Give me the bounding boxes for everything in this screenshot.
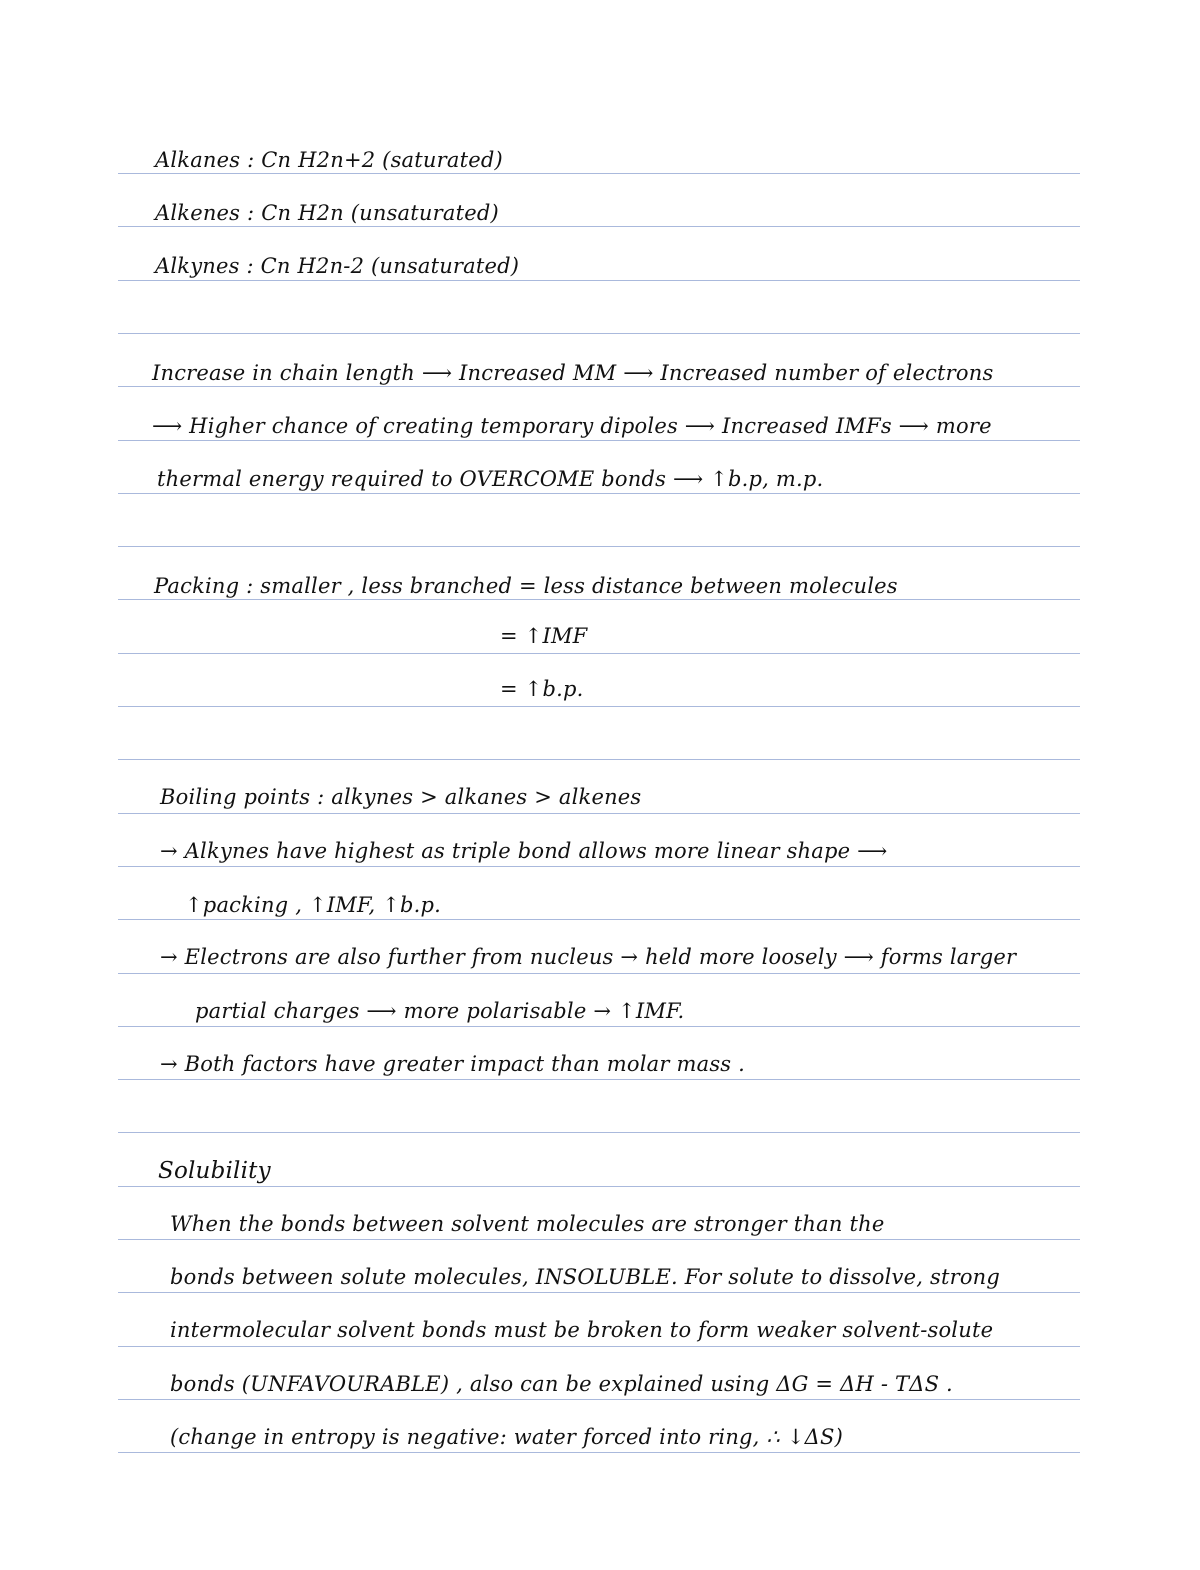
boiling-points-line-4: partial charges ⟶ more polarisable → ↑IMF. bbox=[195, 999, 685, 1023]
packing-line-2: = ↑IMF bbox=[500, 624, 588, 648]
boiling-points-line-1: → Alkynes have highest as triple bond allows more linear shape ⟶ bbox=[160, 839, 888, 863]
packing-line-1: Packing : smaller , less branched = less distance between molecules bbox=[154, 574, 898, 598]
solubility-line-3: intermolecular solvent bonds must be broken to form weaker solvent-solute bbox=[170, 1318, 994, 1342]
boiling-points-line-3: → Electrons are also further from nucleus → held more loosely ⟶ forms larger bbox=[160, 945, 1017, 969]
chain-length-line-3: thermal energy required to OVERCOME bonds ⟶ ↑b.p, m.p. bbox=[157, 467, 824, 491]
boiling-points-heading: Boiling points : alkynes > alkanes > alkenes bbox=[160, 785, 642, 809]
boiling-points-line-2: ↑packing , ↑IMF, ↑b.p. bbox=[185, 893, 442, 917]
boiling-points-line-5: → Both factors have greater impact than molar mass . bbox=[160, 1052, 746, 1076]
solubility-heading: Solubility bbox=[158, 1158, 271, 1184]
solubility-line-4: bonds (UNFAVOURABLE) , also can be explained using ΔG = ΔH - TΔS . bbox=[170, 1372, 953, 1396]
packing-line-3: = ↑b.p. bbox=[500, 677, 584, 701]
chain-length-line-1: Increase in chain length ⟶ Increased MM ⟶ Increased number of electrons bbox=[152, 361, 994, 385]
solubility-line-1: When the bonds between solvent molecules are stronger than the bbox=[170, 1212, 885, 1236]
solubility-line-5: (change in entropy is negative: water forced into ring, ∴ ↓ΔS) bbox=[170, 1425, 844, 1449]
solubility-line-2: bonds between solute molecules, INSOLUBLE. For solute to dissolve, strong bbox=[170, 1265, 1001, 1289]
alkenes-formula: Alkenes : Cn H2n (unsaturated) bbox=[155, 201, 499, 225]
alkanes-formula: Alkanes : Cn H2n+2 (saturated) bbox=[155, 148, 503, 172]
chain-length-line-2: ⟶ Higher chance of creating temporary dipoles ⟶ Increased IMFs ⟶ more bbox=[152, 414, 992, 438]
alkynes-formula: Alkynes : Cn H2n-2 (unsaturated) bbox=[155, 254, 520, 278]
